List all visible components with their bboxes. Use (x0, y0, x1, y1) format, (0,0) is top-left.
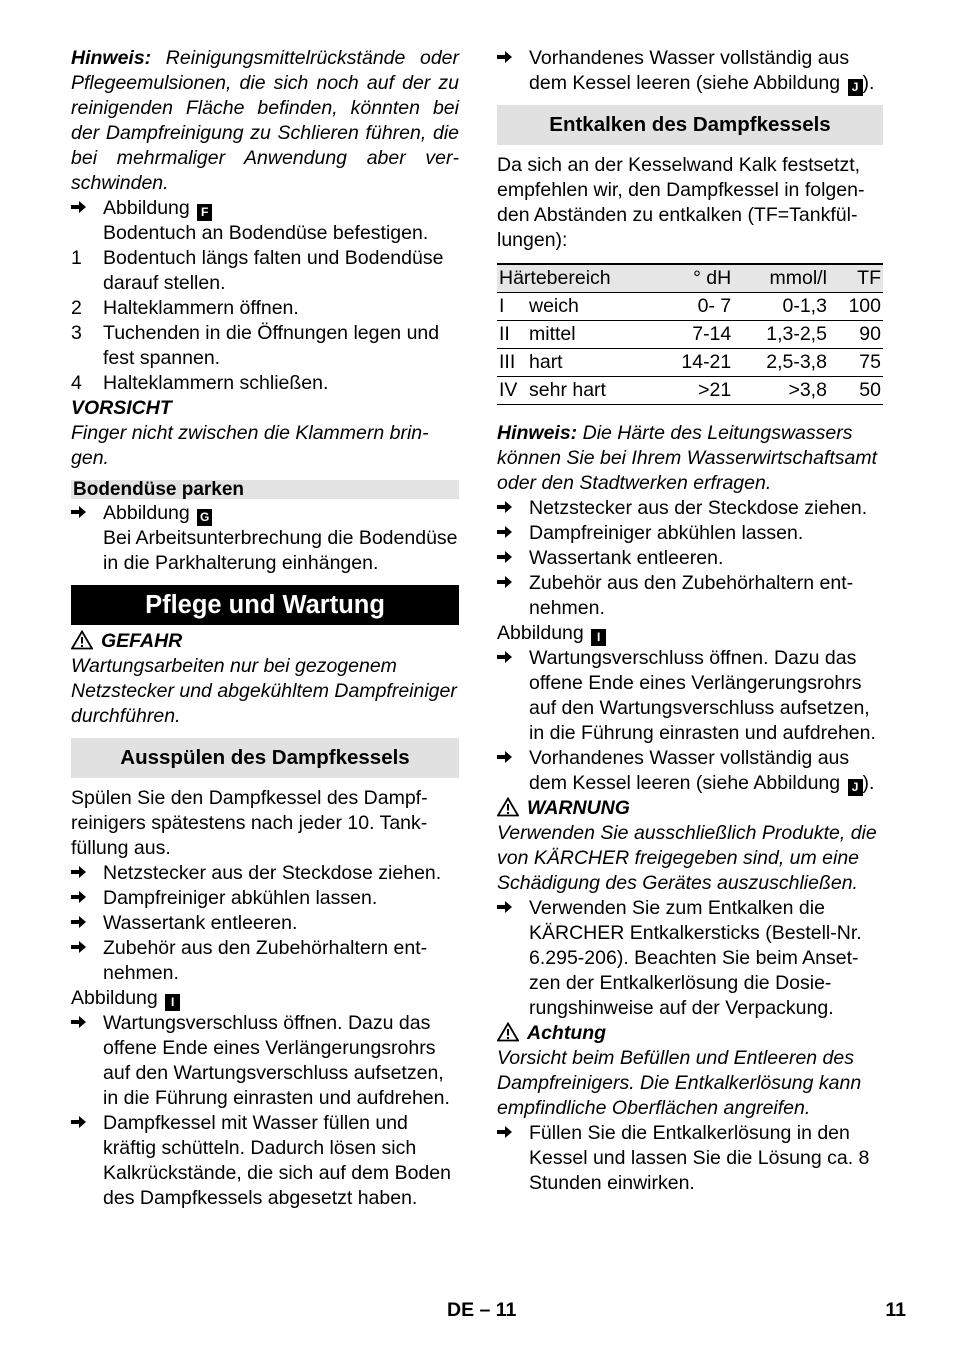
list-item: Vorhandenes Wasser vollständig aus dem Kessel leeren (siehe Abbildung J ). (497, 746, 883, 796)
arrow-right-icon (71, 911, 103, 936)
table-header: ° dH (693, 267, 732, 289)
bodentuch-intro: Bodentuch an Bodendüse befestigen. (103, 222, 429, 244)
warning-triangle-icon (497, 1022, 519, 1042)
park-heading: Bodendüse parken (71, 480, 459, 499)
table-header: mmol/l (769, 267, 827, 289)
arrow-right-icon (71, 1011, 103, 1111)
left-column (71, 46, 459, 1211)
list-item: Zubehör aus den Zubehörhaltern entnehmen. (71, 936, 459, 986)
figure-box-i: I (591, 629, 606, 646)
figure-ref-i: Abbildung I (497, 621, 883, 646)
table-header: Härtebereich (499, 267, 611, 289)
arrow-right-icon (71, 936, 103, 986)
list-item: Netzstecker aus der Steckdose ziehen. (497, 496, 883, 521)
figure-box-j: J (848, 779, 863, 796)
figure-box-j: J (848, 79, 863, 96)
list-item: Dampfkessel mit Wasser füllen und kräftig schütteln. Dadurch lösen sich Kalkrückstände, die sich auf dem Boden des Dampfkessels abgesetzt haben. (71, 1111, 459, 1211)
arrow-right-icon (71, 861, 103, 886)
arrow-right-icon (71, 1111, 103, 1211)
table-row: IV sehr hart >21 >3,8 50 (497, 377, 883, 405)
step-item: 4 Halteklammern schließen. (71, 372, 329, 394)
descale-intro: Da sich an der Kesselwand Kalk festsetzt, empfehlen wir, den Dampfkessel in folgenden Abständen zu entkalken (TF=Tankfüllungen): (497, 154, 865, 251)
warning-triangle-icon (497, 797, 519, 817)
figure-box-g: G (197, 509, 212, 526)
list-item: Wassertank entleeren. (71, 911, 459, 936)
arrow-right-icon (71, 501, 103, 526)
warning-title: WARNUNG (497, 796, 883, 821)
list-item: Dampfreiniger abkühlen lassen. (71, 886, 459, 911)
arrow-right-icon (497, 1121, 529, 1196)
arrow-right-icon (497, 646, 529, 746)
list-item: Dampfreiniger abkühlen lassen. (497, 521, 883, 546)
danger-title: GEFAHR (71, 629, 459, 654)
hardness-table (497, 263, 883, 405)
arrow-right-icon (497, 896, 529, 1021)
list-item: Vorhandenes Wasser vollständig aus dem Kessel leeren (siehe Abbildung J ). (497, 46, 883, 96)
rinse-intro: Spülen Sie den Dampfkessel des Dampfreinigers spätestens nach jeder 10. Tankfüllung aus. (71, 787, 428, 859)
hint-label: Hinweis: (71, 47, 152, 69)
list-item: Füllen Sie die Entkalkerlösung in den Kessel und lassen Sie die Lösung ca. 8 Stunden einwirken. (497, 1121, 883, 1196)
table-row: II mittel 7-14 1,3-2,5 90 (497, 321, 883, 349)
table-header: TF (857, 267, 881, 289)
step-item: 2 Halteklammern öffnen. (71, 297, 299, 319)
hint-paragraph (71, 46, 459, 196)
caution-title: VORSICHT (71, 397, 172, 419)
figure-ref-f (71, 196, 459, 221)
warning-triangle-icon (71, 630, 93, 650)
hint-paragraph: Hinweis: Die Härte des Leitungswassers können Sie bei Ihrem Wasserwirtschaftsamt oder den Stadtwerken erfragen. (497, 422, 878, 494)
list-item: Wartungsverschluss öffnen. Dazu das offene Ende eines Verlängerungsrohrs auf den Wartungsverschluss aufsetzen, in die Führung einrasten und aufdrehen. (497, 646, 883, 746)
table-row: I weich 0- 7 0-1,3 100 (497, 293, 883, 321)
arrow-right-icon (497, 46, 529, 96)
arrow-right-icon (497, 571, 529, 621)
list-item: Verwenden Sie zum Entkalken die KÄRCHER Entkalkersticks (Bestell-Nr. 6.295-206). Beachten Sie beim Ansetzen der Entkalkerlösung die Dosierungshinweise auf der Verpackung. (497, 896, 883, 1021)
attention-text: Vorsicht beim Befüllen und Entleeren des Dampfreinigers. Die Entkalkerlösung kann empfindliche Oberflächen angreifen. (497, 1047, 862, 1119)
caution-text: Finger nicht zwischen die Klammern bringen. (71, 422, 429, 469)
page-number: 11 (885, 1299, 906, 1321)
arrow-right-icon (497, 546, 529, 571)
list-item: Netzstecker aus der Steckdose ziehen. (71, 861, 459, 886)
step-item: 3 Tuchenden in die Öffnungen legen und fest spannen. (71, 322, 440, 369)
arrow-right-icon (71, 196, 103, 221)
arrow-right-icon (497, 521, 529, 546)
step-item: 1 Bodentuch längs falten und Bodendüse darauf stellen. (71, 247, 444, 294)
table-header-row (497, 264, 883, 293)
attention-title: Achtung (497, 1021, 883, 1046)
arrow-right-icon (71, 886, 103, 911)
list-item: Zubehör aus den Zubehörhaltern entnehmen. (497, 571, 883, 621)
care-heading: Pflege und Wartung (71, 585, 459, 625)
descale-heading: Entkalken des Dampfkessels (497, 105, 883, 145)
table-row: III hart 14-21 2,5-3,8 75 (497, 349, 883, 377)
rinse-heading: Ausspülen des Dampfkessels (71, 738, 459, 778)
right-column (497, 46, 883, 1196)
footer-section-label: DE – 11 (447, 1299, 517, 1321)
figure-ref-g: Abbildung G (71, 501, 459, 526)
figure-ref-i: Abbildung I (71, 986, 459, 1011)
park-text: Bei Arbeitsunterbrechung die Bodendüse in die Parkhalterung einhängen. (103, 527, 458, 574)
figure-box-i: I (165, 994, 180, 1011)
list-item: Wartungsverschluss öffnen. Dazu das offene Ende eines Verlängerungsrohrs auf den Wartungsverschluss aufsetzen, in die Führung einrasten und aufdrehen. (71, 1011, 459, 1111)
list-item: Wassertank entleeren. (497, 546, 883, 571)
warning-text: Verwenden Sie ausschließlich Produkte, die von KÄRCHER freigegeben sind, um eine Schädigung des Gerätes auszuschließen. (497, 822, 877, 894)
figure-label: Abbildung (103, 197, 190, 219)
hint-text: Reinigungsmittelrückstände oder Pflegeemulsionen, die sich noch auf der zu reinigenden Fläche befinden, könnten bei der Dampfreinigung zu Schlieren führen, die bei mehrmaliger Anwendung aber verschwinden. (71, 47, 459, 194)
danger-text: Wartungsarbeiten nur bei gezogenem Netzstecker und abgekühltem Dampfreiniger durchführen. (71, 655, 457, 727)
arrow-right-icon (497, 496, 529, 521)
figure-box-f: F (197, 204, 212, 221)
arrow-right-icon (497, 746, 529, 796)
